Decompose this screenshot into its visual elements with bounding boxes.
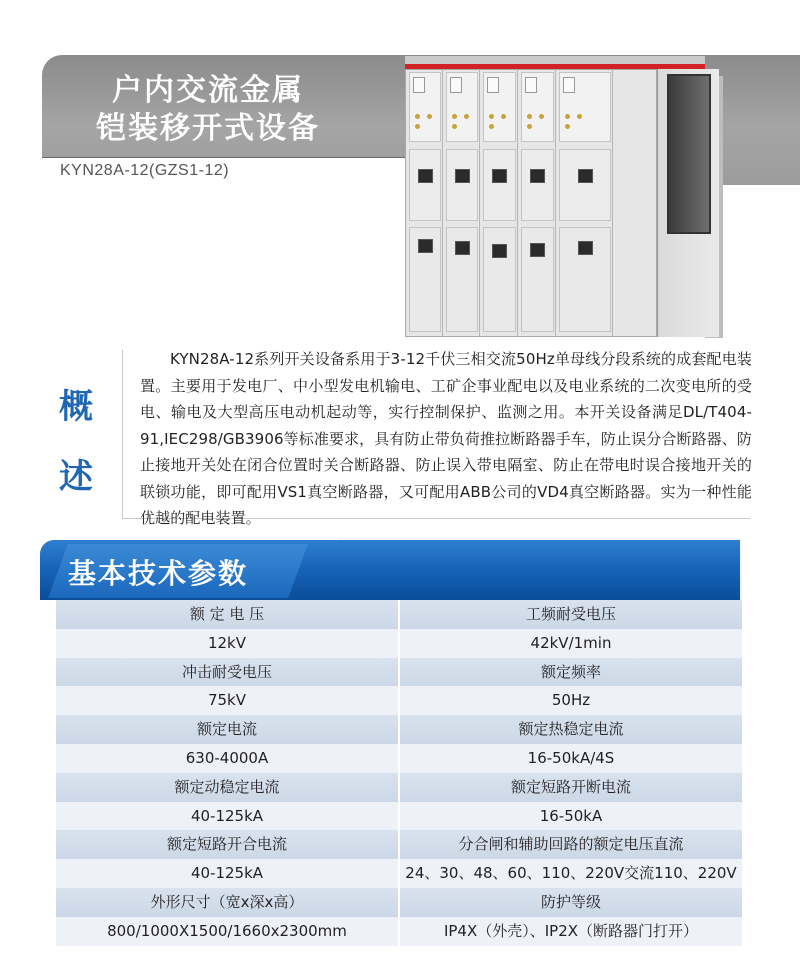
table-cell-left: 40-125kA: [190, 864, 264, 883]
cabinet-indicator-lamp: [415, 124, 420, 129]
cabinet-indicator-lamp: [565, 124, 570, 129]
table-cell-right: 额定频率: [540, 662, 601, 681]
params-title: 基本技术参数: [68, 557, 249, 590]
cabinet-panel: [483, 149, 516, 221]
table-cell-left: 12kV: [207, 633, 247, 652]
table-cell-right: 工频耐受电压: [525, 605, 616, 623]
cabinet-viewing-window: [578, 169, 593, 183]
cabinet-viewing-window: [530, 169, 545, 183]
table-cell-left: 冲击耐受电压: [181, 662, 272, 681]
cabinet-indicator-lamp: [577, 114, 582, 119]
table-cell-right: IP4X（外壳）、IP2X（断路器门打开）: [443, 921, 699, 940]
table-cell-left: 630-4000A: [185, 749, 269, 767]
table-cell-right: 额定短路开断电流: [510, 777, 631, 796]
cabinet-indicator-lamp: [452, 124, 457, 129]
cabinet-panel: [559, 149, 611, 221]
table-cell-right: 防护等级: [540, 893, 601, 911]
cabinet-viewing-window: [492, 244, 507, 258]
title-line-2: 铠装移开式设备: [96, 111, 320, 146]
cabinet-column: [407, 69, 443, 337]
overview-vertical-rule: [122, 350, 123, 518]
table-cell-left: 额定电流: [196, 720, 257, 739]
table-cell-right: 分合闸和辅助回路的额定电压直流: [458, 835, 684, 854]
cabinet-panel: [409, 149, 441, 221]
cabinet-top: [405, 56, 705, 64]
cabinet-viewing-window: [492, 169, 507, 183]
cabinet-meter: [413, 77, 425, 93]
cabinet-viewing-window: [418, 239, 433, 253]
table-cell-left: 800/1000X1500/1660x2300mm: [107, 921, 347, 940]
cabinet-column: [481, 69, 518, 337]
params-column-divider: [398, 600, 400, 946]
cabinet-indicator-lamp: [489, 124, 494, 129]
table-cell-left: 额 定 电 压: [189, 605, 265, 623]
cabinet-indicator-lamp: [452, 114, 457, 119]
cabinet-viewing-window: [418, 169, 433, 183]
table-cell-left: 外形尺寸（宽x深x高）: [150, 893, 304, 911]
overview-paragraph: KYN28A-12系列开关设备系用于3-12千伏三相交流50Hz单母线分段系统的成套配电装置。主要用于发电厂、中小型发电机输电、工矿企事业配电以及电业系统的二次变电所的受电、输电及大型高压电动机起动等，实行控制保护、监测之用。本开关设备满足DL/T404-91,IEC298/GB3906等标准要求，具有防止带负荷推拉断路器手车，防止误分合断路器、防止接地开关处在闭合位置时关合断路器、防止误入带电隔室、防止在带电时误合接地开关的联锁功能，即可配用VS1真空断路器，又可配用ABB公司的VD4真空断路器。实为一种性能优越的配电装置。: [140, 350, 752, 527]
cabinet-panel: [446, 149, 478, 221]
table-cell-left: 40-125kA: [190, 806, 264, 825]
cabinet-meter: [487, 77, 499, 93]
cabinet-indicator-lamp: [527, 114, 532, 119]
params-table: [56, 600, 742, 946]
table-cell-right: 24、30、48、60、110、220V交流110、220V: [405, 864, 737, 883]
model-number: KYN28A-12(GZS1-12): [60, 162, 230, 179]
table-cell-left: 额定短路开合电流: [166, 835, 287, 854]
overview-heading: [56, 372, 96, 512]
table-cell-right: 16-50kA/4S: [527, 749, 615, 767]
cabinet-indicator-lamp: [527, 124, 532, 129]
cabinet-meter: [563, 77, 575, 93]
cabinet-indicator-lamp: [539, 114, 544, 119]
cabinet-indicator-lamp: [415, 114, 420, 119]
cabinet-indicator-lamp: [501, 114, 506, 119]
cabinet-viewing-window: [455, 241, 470, 255]
cabinet-meter: [525, 77, 537, 93]
cabinet-column: [557, 69, 613, 337]
table-cell-right: 50Hz: [551, 691, 591, 710]
cabinet-column: [444, 69, 480, 337]
cabinet-meter: [450, 77, 462, 93]
page-title: [58, 72, 358, 148]
table-cell-left: 额定动稳定电流: [174, 777, 280, 796]
cabinet-column: [519, 69, 556, 337]
table-cell-right: 16-50kA: [539, 806, 603, 825]
cabinet-viewing-window: [455, 169, 470, 183]
cabinet-indicator-lamp: [489, 114, 494, 119]
cabinet-indicator-lamp: [427, 114, 432, 119]
cabinet-panel: [521, 149, 554, 221]
table-cell-right: 额定热稳定电流: [518, 720, 624, 739]
cabinet-viewing-window: [530, 243, 545, 257]
cabinet-open-door: [667, 74, 711, 234]
switchgear-cabinet-image: [405, 56, 720, 334]
table-cell-right: 42kV/1min: [530, 633, 612, 652]
overview-heading-char-1: 概: [59, 387, 93, 427]
cabinet-indicator-lamp: [565, 114, 570, 119]
title-line-1: 户内交流金属: [112, 73, 304, 108]
table-cell-left: 75kV: [207, 691, 247, 710]
cabinet-indicator-lamp: [464, 114, 469, 119]
overview-heading-char-2: 述: [59, 457, 93, 497]
cabinet-panel: [483, 227, 516, 332]
cabinet-viewing-window: [578, 241, 593, 255]
